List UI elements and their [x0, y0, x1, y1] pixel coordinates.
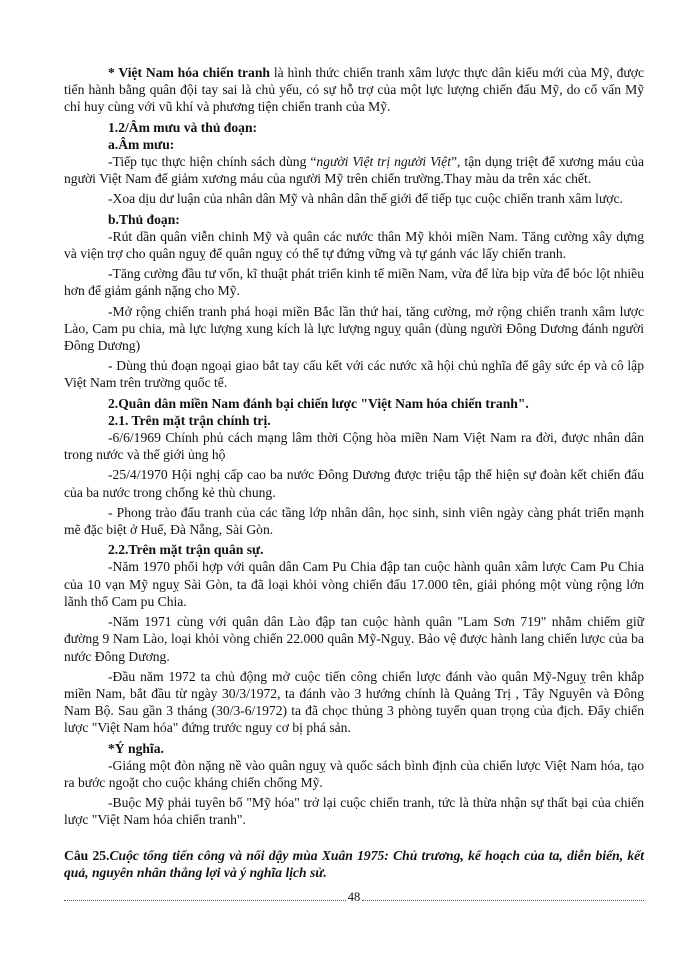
- paragraph-e2: -Buộc Mỹ phải tuyên bố "Mỹ hóa" trở lại cuộc chiến tranh, tức là thừa nhận sự thất bại của chiến lược "Việt Nam hóa chiến tranh".: [64, 795, 644, 828]
- paragraph-b2: -Tăng cường đầu tư vốn, kĩ thuật phát triển kinh tế miền Nam, vừa để lừa bịp vừa để bóc lột nhiều hơn để giảm gánh nặng cho Mỹ.: [64, 266, 644, 299]
- question-25-title: Cuộc tổng tiến công và nổi dậy mùa Xuân 1975: Chủ trương, kế hoạch của ta, diễn biến, kết quả, nguyên nhân thắng lợi và ý nghĩa lịch sử.: [64, 847, 644, 880]
- paragraph-a1: [64, 153, 644, 187]
- page-footer: [64, 890, 644, 904]
- heading-2-2: 2.2.Trên mặt trận quân sự.: [108, 542, 264, 558]
- paragraph-d1: -Năm 1970 phối hợp với quân dân Cam Pu Chia đập tan cuộc hành quân xâm lược Cam Pu Chia của 10 vạn Mỹ nguỵ Sài Gòn, ta đã loại khỏi vòng chiến đấu 17.000 tên, giải phóng một vùng rộng lớn lãnh thổ Cam pu Chia.: [64, 559, 644, 609]
- footer-dotted-rule-right: [362, 899, 644, 901]
- a1-quote: người Việt trị người Việt: [316, 154, 451, 170]
- page-number: 48: [347, 890, 361, 904]
- paragraph-d3: -Đầu năm 1972 ta chủ động mở cuộc tiến công chiến lược đánh vào quân Mỹ-Nguỵ trên khắp miền Nam, bắt đầu từ ngày 30/3/1972, ta đánh vào 3 hướng chính là Quảng Trị , Tây Nguyên và Đông Nam Bộ. Sau gần 3 tháng (30/3-6/1972) ta đã chọc thủng 3 phòng tuyến quan trọng của địch. Đẩy chiến lược "Việt Nam hóa" đứng trước nguy cơ bị phá sản.: [64, 668, 644, 736]
- footer-dotted-rule-left: [64, 899, 346, 901]
- a1-text-post: ”, tận dụng triệt để xương máu của người Việt Nam để giảm xương máu của người Mỹ trên chiến trường.Thay màu da trên xác chết.: [64, 154, 645, 187]
- paragraph-d2: -Năm 1971 cùng với quân dân Lào đập tan cuộc hành quân "Lam Sơn 719" nhằm chiếm giữ đường 9 Nam Lào, loại khỏi vòng chiến 22.000 quân Mỹ-Nguỵ. Bảo vệ được hành lang chiến lược của ba nước Đông Dương.: [64, 614, 644, 664]
- heading-2-1: 2.1. Trên mặt trận chính trị.: [108, 412, 271, 428]
- heading-a: a.Âm mưu:: [108, 136, 175, 152]
- paragraph-e1: -Giáng một đòn nặng nề vào quân nguỵ và quốc sách bình định của chiến lược Việt Nam hóa, tạo ra bước ngoặt cho cuộc kháng chiến chống Mỹ.: [64, 757, 644, 790]
- question-25: [64, 847, 644, 881]
- paragraph-b4: - Dùng thủ đoạn ngoại giao bắt tay cấu kết với các nước xã hội chủ nghĩa để gây sức ép và cô lập Việt Nam trên trường quốc tế.: [64, 358, 644, 391]
- definition-text: là hình thức chiến tranh xâm lược thực dân kiểu mới của Mỹ, được tiến hành bằng quân đội tay sai là chủ yếu, có sự hỗ trợ của một lực lượng chiến đấu Mỹ, do cố vấn Mỹ chỉ huy cùng với vũ khí và phương tiện chiến tranh của Mỹ.: [64, 65, 644, 115]
- paragraph-b3: -Mở rộng chiến tranh phá hoại miền Bắc lần thứ hai, tăng cường, mở rộng chiến tranh xâm lược Lào, Cam pu chia, mà lực lượng xung kích là lực lượng nguỵ quân (dùng người Đông Dương đánh người Đông Dương): [64, 303, 644, 354]
- paragraph-c2: -25/4/1970 Hội nghị cấp cao ba nước Đông Dương được triệu tập thể hiện sự đoàn kết chiến đấu của ba nước trong chống kẻ thù chung.: [64, 467, 644, 500]
- heading-2: 2.Quân dân miền Nam đánh bại chiến lược "Việt Nam hóa chiến tranh".: [108, 395, 529, 411]
- heading-b: b.Thủ đoạn:: [108, 211, 180, 227]
- paragraph-definition: [64, 64, 644, 116]
- document-body: [64, 64, 644, 881]
- paragraph-c3: - Phong trào đấu tranh của các tầng lớp nhân dân, học sinh, sinh viên ngày càng phát triển mạnh mẽ đặc biệt ở Huế, Đà Nẵng, Sài Gòn.: [64, 504, 644, 538]
- heading-1-2: 1.2/Âm mưu và thủ đoạn:: [108, 119, 258, 135]
- definition-term: * Việt Nam hóa chiến tranh: [108, 65, 270, 80]
- paragraph-b1: -Rút dần quân viễn chinh Mỹ và quân các nước thân Mỹ khỏi miền Nam. Tăng cường xây dựng và viện trợ cho quân nguỵ để quân nguỵ có thể tự đứng vững và tự gánh vác lấy chiến tranh.: [64, 228, 644, 262]
- question-25-label: Câu 25.: [64, 847, 110, 863]
- a1-text-pre: -Tiếp tục thực hiện chính sách dùng “: [108, 154, 317, 170]
- heading-y-nghia: *Ý nghĩa.: [108, 740, 164, 756]
- paragraph-a2: -Xoa dịu dư luận của nhân dân Mỹ và nhân dân thế giới để tiếp tục cuộc chiến tranh xâm lược.: [108, 191, 623, 207]
- paragraph-c1: -6/6/1969 Chính phủ cách mạng lâm thời Cộng hòa miền Nam Việt Nam ra đời, được nhân dân trong nước và thế giới ủng hộ: [64, 430, 644, 463]
